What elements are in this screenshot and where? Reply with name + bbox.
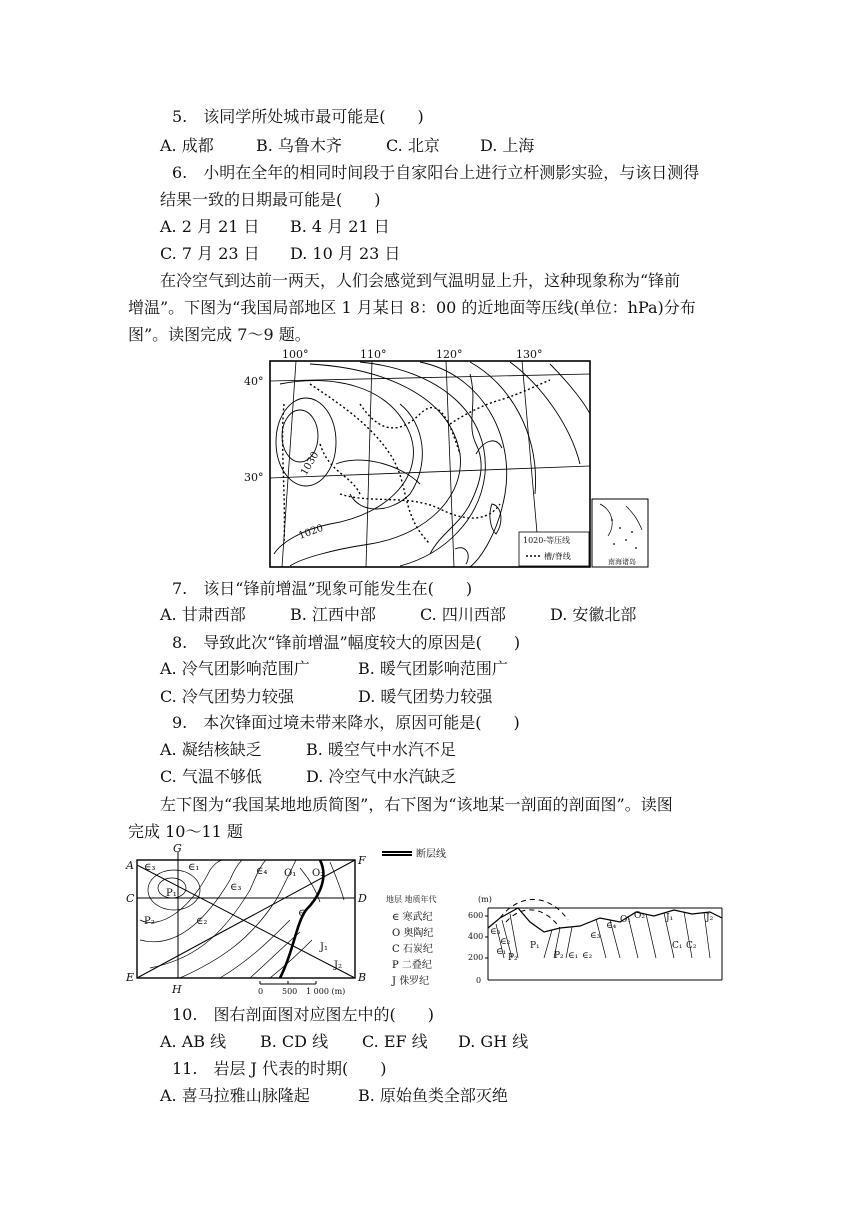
stratum-label: J₂ bbox=[334, 960, 343, 971]
lon-label-110: 110° bbox=[360, 348, 387, 361]
passage1-line1: 在冷空气到达前一两天，人们会感觉到气温明显上升，这种现象称为“锋前 bbox=[160, 271, 681, 290]
stratum-label: ∈ bbox=[298, 908, 306, 919]
legend-isobar: 1020-等压线 bbox=[523, 536, 571, 545]
corner-c: C bbox=[126, 892, 135, 905]
q5-options bbox=[160, 135, 534, 157]
q7-stem: 7. 该日“锋前增温”现象可能发生在( ) bbox=[172, 579, 473, 598]
q10-option-b[interactable]: B. CD 线 bbox=[260, 1032, 329, 1051]
q8-option-d[interactable]: D. 暖气团势力较强 bbox=[358, 687, 493, 706]
q11-stem: 11. 岩层 J 代表的时期( ) bbox=[172, 1059, 387, 1078]
passage1-line2: 增温”。下图为“我国局部地区 1 月某日 8：00 的近地面等压线(单位：hPa)分布 bbox=[128, 298, 696, 317]
lon-label-130: 130° bbox=[516, 348, 543, 361]
legend-header: 地层 地质年代 bbox=[386, 895, 437, 904]
inset-map bbox=[592, 499, 648, 567]
lat-label-30: 30° bbox=[244, 471, 264, 484]
isobar-label-1030: 1030 bbox=[299, 449, 322, 478]
profile-ytick-200: 200 bbox=[468, 953, 484, 962]
scale-bar bbox=[260, 981, 316, 984]
q6-stem-line1: 6. 小明在全年的相同时间段于自家阳台上进行立杆测影实验，与该日测得 bbox=[172, 163, 700, 182]
q8-option-a[interactable]: A. 冷气团影响范围广 bbox=[160, 659, 310, 678]
corner-e: E bbox=[126, 971, 135, 984]
q5-option-b[interactable]: B. 乌鲁木齐 bbox=[256, 136, 342, 155]
q8-options-row1 bbox=[160, 658, 508, 680]
corner-h: H bbox=[172, 983, 182, 996]
q9-option-a[interactable]: A. 凝结核缺乏 bbox=[160, 740, 262, 759]
profile-ytick-400: 400 bbox=[468, 932, 484, 941]
q8-stem: 8. 导致此次“锋前增温”幅度较大的原因是( ) bbox=[172, 633, 521, 652]
scale-0: 0 bbox=[258, 987, 264, 996]
geo-map-figure bbox=[120, 840, 482, 1000]
q8-options-row2 bbox=[160, 686, 492, 708]
q6-options-row1 bbox=[160, 216, 390, 238]
q9-option-b[interactable]: B. 暖空气中水汽不足 bbox=[306, 740, 456, 759]
q7-option-b[interactable]: B. 江西中部 bbox=[290, 605, 376, 624]
q8-option-b[interactable]: B. 暖气团影响范围广 bbox=[358, 659, 508, 678]
stratum-label: ∈₃ bbox=[230, 882, 242, 893]
passage1-line3: 图”。读图完成 7～9 题。 bbox=[128, 325, 311, 344]
q6-options-row2 bbox=[160, 243, 400, 265]
profile-unit: (m) bbox=[478, 895, 492, 904]
corner-b: B bbox=[358, 971, 367, 984]
q11-option-b[interactable]: B. 原始鱼类全部灭绝 bbox=[358, 1086, 508, 1105]
profile-label: P₂ bbox=[508, 953, 518, 963]
legend-item: ∈ 寒武纪 bbox=[392, 912, 433, 923]
profile-figure bbox=[460, 888, 728, 988]
profile-label: J₂ bbox=[706, 913, 714, 923]
q8-option-c[interactable]: C. 冷气团势力较强 bbox=[160, 687, 294, 706]
lon-label-120: 120° bbox=[436, 348, 463, 361]
corner-g: G bbox=[173, 842, 182, 855]
q6-option-b[interactable]: B. 4 月 21 日 bbox=[290, 217, 390, 236]
stratum-label: P₂ bbox=[144, 916, 155, 927]
stratum-label: O₂ bbox=[312, 868, 325, 879]
q9-options-row2 bbox=[160, 766, 456, 788]
profile-label: ∈₂ bbox=[582, 951, 593, 961]
stratum-label: J₁ bbox=[320, 942, 329, 953]
profile-label: P₁ bbox=[530, 941, 540, 951]
stratum-label: O₁ bbox=[284, 868, 297, 879]
profile-label: O₁ bbox=[620, 915, 631, 925]
legend-trough: 槽/脊线 bbox=[544, 552, 571, 561]
stratum-label: ∈₁ bbox=[188, 862, 200, 873]
profile-label: ∈₃ bbox=[490, 927, 501, 937]
q6-option-c[interactable]: C. 7 月 23 日 bbox=[160, 244, 260, 263]
q5-option-c[interactable]: C. 北京 bbox=[386, 136, 440, 155]
corner-a: A bbox=[126, 859, 134, 872]
q6-option-a[interactable]: A. 2 月 21 日 bbox=[160, 217, 260, 236]
corner-d: D bbox=[358, 892, 367, 905]
stratum-label: P₁ bbox=[166, 888, 177, 899]
scale-1000: 1 000 (m) bbox=[306, 987, 346, 996]
corner-f: F bbox=[358, 854, 366, 867]
q7-option-a[interactable]: A. 甘肃西部 bbox=[160, 605, 246, 624]
q9-options-row1 bbox=[160, 739, 456, 761]
q5-option-d[interactable]: D. 上海 bbox=[480, 136, 535, 155]
q9-option-c[interactable]: C. 气温不够低 bbox=[160, 767, 262, 786]
q7-option-c[interactable]: C. 四川西部 bbox=[420, 605, 506, 624]
q11-option-a[interactable]: A. 喜马拉雅山脉隆起 bbox=[160, 1086, 310, 1105]
isobar-label-1020: 1020 bbox=[297, 522, 325, 542]
profile-label: ∈₂ bbox=[500, 937, 511, 947]
q10-options bbox=[160, 1031, 528, 1053]
q10-option-c[interactable]: C. EF 线 bbox=[362, 1032, 428, 1051]
profile-ytick-600: 600 bbox=[468, 911, 484, 920]
q7-options bbox=[160, 604, 636, 626]
q9-option-d[interactable]: D. 冷空气中水汽缺乏 bbox=[306, 767, 457, 786]
profile-label: C₁ bbox=[672, 941, 683, 951]
q5-option-a[interactable]: A. 成都 bbox=[160, 136, 214, 155]
stratum-label: ∈₄ bbox=[256, 866, 268, 877]
stratum-label: ∈₃ bbox=[144, 862, 156, 873]
q10-option-a[interactable]: A. AB 线 bbox=[160, 1032, 227, 1051]
legend-item: C 石炭纪 bbox=[392, 944, 433, 955]
geo-legend bbox=[382, 847, 446, 987]
q10-option-d[interactable]: D. GH 线 bbox=[458, 1032, 529, 1051]
q10-stem: 10. 图右剖面图对应图左中的( ) bbox=[172, 1005, 434, 1024]
profile-label: J₁ bbox=[666, 913, 674, 923]
q6-stem-line2: 结果一致的日期最可能是( ) bbox=[160, 190, 381, 209]
inset-label: 南海诸岛 bbox=[608, 558, 636, 566]
legend-item: J 侏罗纪 bbox=[392, 976, 430, 987]
q5-stem: 5. 该同学所处城市最可能是( ) bbox=[172, 107, 424, 126]
profile-label: P₂ bbox=[554, 951, 564, 961]
legend-item: O 奥陶纪 bbox=[392, 928, 434, 939]
q9-stem: 9. 本次锋面过境未带来降水，原因可能是( ) bbox=[172, 713, 520, 732]
q11-options bbox=[160, 1085, 508, 1107]
passage2-line2: 完成 10～11 题 bbox=[128, 822, 243, 841]
stratum-label: ∈₂ bbox=[196, 916, 208, 927]
profile-label: ∈₁ bbox=[496, 947, 507, 957]
profile-ytick-0: 0 bbox=[476, 976, 482, 985]
profile-label: C₂ bbox=[686, 941, 697, 951]
profile-label: ∈₁ bbox=[568, 951, 579, 961]
profile-label: O₂ bbox=[634, 911, 645, 921]
legend-fault: 断层线 bbox=[416, 849, 446, 860]
profile-label: ∈₃ bbox=[590, 931, 601, 941]
passage2-line1: 左下图为“我国某地地质简图”，右下图为“该地某一剖面的剖面图”。读图 bbox=[160, 795, 673, 814]
lat-label-40: 40° bbox=[244, 375, 264, 388]
weather-map-figure bbox=[240, 344, 652, 570]
scale-500: 500 bbox=[282, 987, 298, 996]
lon-label-100: 100° bbox=[282, 348, 309, 361]
profile-label: ∈₄ bbox=[606, 921, 617, 931]
q6-option-d[interactable]: D. 10 月 23 日 bbox=[290, 244, 401, 263]
legend-item: P 二叠纪 bbox=[392, 960, 432, 971]
q7-option-d[interactable]: D. 安徽北部 bbox=[550, 605, 637, 624]
